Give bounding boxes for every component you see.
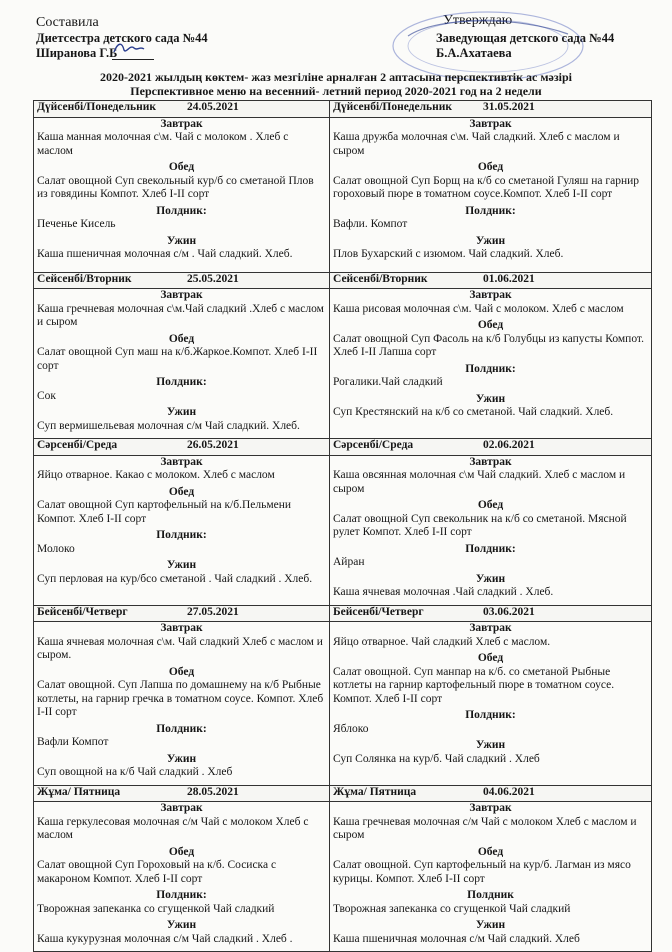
menu-cell-friday-week1: Завтрак Каша геркулесовая молочная с/м Чай с молоком Хлеб с маслом Обед Салат овощной Суп Гороховый на к/б. Сосиска с макароном Компот. Хлеб I-II сорт Полдник: Творожная запеканка со сгущенкой Чай сладкий Ужин Каша кукурузная молочная с/м Чай сладкий . Хлеб . [34, 802, 330, 952]
day-header-monday-week2: Дүйсенбі/Понедельник 31.05.2021 [330, 101, 652, 118]
day-header-friday-week1: Жұма/ Пятница 28.05.2021 [34, 785, 330, 802]
approved-by-position: Заведующая детского сада №44 [436, 31, 615, 45]
day-header-row [34, 785, 652, 802]
day-header-row [34, 272, 652, 289]
day-menu-row [34, 622, 652, 786]
menu-cell-monday-week1: Завтрак Каша манная молочная с\м. Чай с молоком . Хлеб с маслом Обед Салат овощной Суп свекольный кур/б со сметаной Плов из говядины Компот. Хлеб I-II сорт Полдник: Печенье Кисель Ужин Каша пшеничная молочная с/м . Чай сладкий. Хлеб. [34, 117, 330, 272]
day-header-tuesday-week2: Сейсенбі/Вторник 01.06.2021 [330, 272, 652, 289]
approved-by-title: Утверждаю [443, 13, 513, 28]
day-header-friday-week2: Жұма/ Пятница 04.06.2021 [330, 785, 652, 802]
day-header-wednesday-week2: Сәрсенбі/Среда 02.06.2021 [330, 439, 652, 456]
menu-cell-friday-week2: Завтрак Каша гречневая молочная с/м Чай с молоком Хлеб с маслом и сыром Обед Салат овощной. Суп картофельный на кур/б. Лагман из мясо курицы. Компот. Хлеб I-II сорт Полдник Творожная запеканка со сгущенкой Чай сладкий Ужин Каша пшеничная молочная с/м Чай сладкий. Хлеб [330, 802, 652, 952]
menu-cell-tuesday-week1: Завтрак Каша гречневая молочная с\м.Чай сладкий .Хлеб с маслом и сыром Обед Салат овощной Суп маш на к/б.Жаркое.Компот. Хлеб I-II сорт Полдник: Сок Ужин Суп вермишельевая молочная с/м Чай сладкий. Хлеб. [34, 289, 330, 439]
day-header-row [34, 605, 652, 622]
day-menu-row [34, 455, 652, 605]
compiled-by-position: Диетсестра детского сада №44 [36, 31, 208, 45]
day-header-row [34, 101, 652, 118]
approved-by-name: Б.А.Ахатаева [436, 46, 512, 60]
document-titles [0, 71, 672, 98]
signature-mark [112, 40, 146, 56]
menu-cell-thursday-week2: Завтрак Яйцо отварное. Чай сладкий Хлеб с маслом. Обед Салат овощной. Суп манпар на к/б. со сметаной Рыбные котлеты на гарнир картофельный пюре в томатном соусе. Компот. Хлеб I-II сорт Полдник: Яблоко Ужин Суп Солянка на кур/б. Чай сладкий . Хлеб [330, 622, 652, 786]
menu-cell-thursday-week1: Завтрак Каша ячневая молочная с\м. Чай сладкий Хлеб с маслом и сыром. Обед Салат овощной. Суп Лапша по домашнему на к/б Рыбные котлеты, на гарнир гречка в томатном соусе. Компот. Хлеб I-II сорт Полдник: Вафли Компот Ужин Суп овощной на к/б Чай сладкий . Хлеб [34, 622, 330, 786]
day-menu-row [34, 802, 652, 952]
day-menu-row [34, 117, 652, 272]
menu-cell-monday-week2: Завтрак Каша дружба молочная с\м. Чай сладкий. Хлеб с маслом и сыром Обед Салат овощной Суп Борщ на к/б со сметаной Гуляш на гарнир гороховый пюре в томатном соусе.Компот. Хлеб I-II сорт Полдник: Вафли. Компот Ужин Плов Бухарский с изюмом. Чай сладкий. Хлеб. [330, 117, 652, 272]
day-header-thursday-week1: Бейсенбі/Четверг 27.05.2021 [34, 605, 330, 622]
menu-table [33, 100, 652, 952]
title-kazakh: 2020-2021 жылдың көктем- жаз мезгіліне арналған 2 аптасына перспективтік ас мәзірі [99, 70, 573, 84]
title-russian: Перспективное меню на весенний- летний период 2020-2021 год на 2 недели [130, 83, 542, 98]
day-menu-row [34, 289, 652, 439]
day-header-wednesday-week1: Сәрсенбі/Среда 26.05.2021 [34, 439, 330, 456]
menu-cell-wednesday-week2: Завтрак Каша овсянная молочная с\м Чай сладкий. Хлеб с маслом и сыром Обед Салат овощной Суп свекольник на к/б со сметаной. Мясной рулет Компот. Хлеб I-II сорт Полдник: Айран Ужин Каша ячневая молочная .Чай сладкий . Хлеб. [330, 455, 652, 605]
compiled-by-name: Ширанова Г.Б [36, 46, 118, 60]
day-header-tuesday-week1: Сейсенбі/Вторник 25.05.2021 [34, 272, 330, 289]
menu-cell-wednesday-week1: Завтрак Яйцо отварное. Какао с молоком. Хлеб с маслом Обед Салат овощной Суп картофельный на к/б.Пельмени Компот. Хлеб I-II сорт Полдник: Молоко Ужин Суп перловая на кур/бсо сметаной . Чай сладкий . Хлеб. [34, 455, 330, 605]
menu-cell-tuesday-week2: Завтрак Каша рисовая молочная с\м. Чай с молоком. Хлеб с маслом Обед Салат овощной Суп Фасоль на к/б Голубцы из капусты Компот. Хлеб I-II Лапша сорт Полдник: Рогалики.Чай сладкий Ужин Суп Крестянский на к/б со сметаной. Чай сладкий. Хлеб. [330, 289, 652, 439]
signature-line [112, 59, 154, 60]
day-header-row [34, 439, 652, 456]
day-header-monday-week1: Дүйсенбі/Понедельник 24.05.2021 [34, 101, 330, 118]
day-header-thursday-week2: Бейсенбі/Четверг 03.06.2021 [330, 605, 652, 622]
compiled-by-title: Составила [36, 15, 99, 30]
